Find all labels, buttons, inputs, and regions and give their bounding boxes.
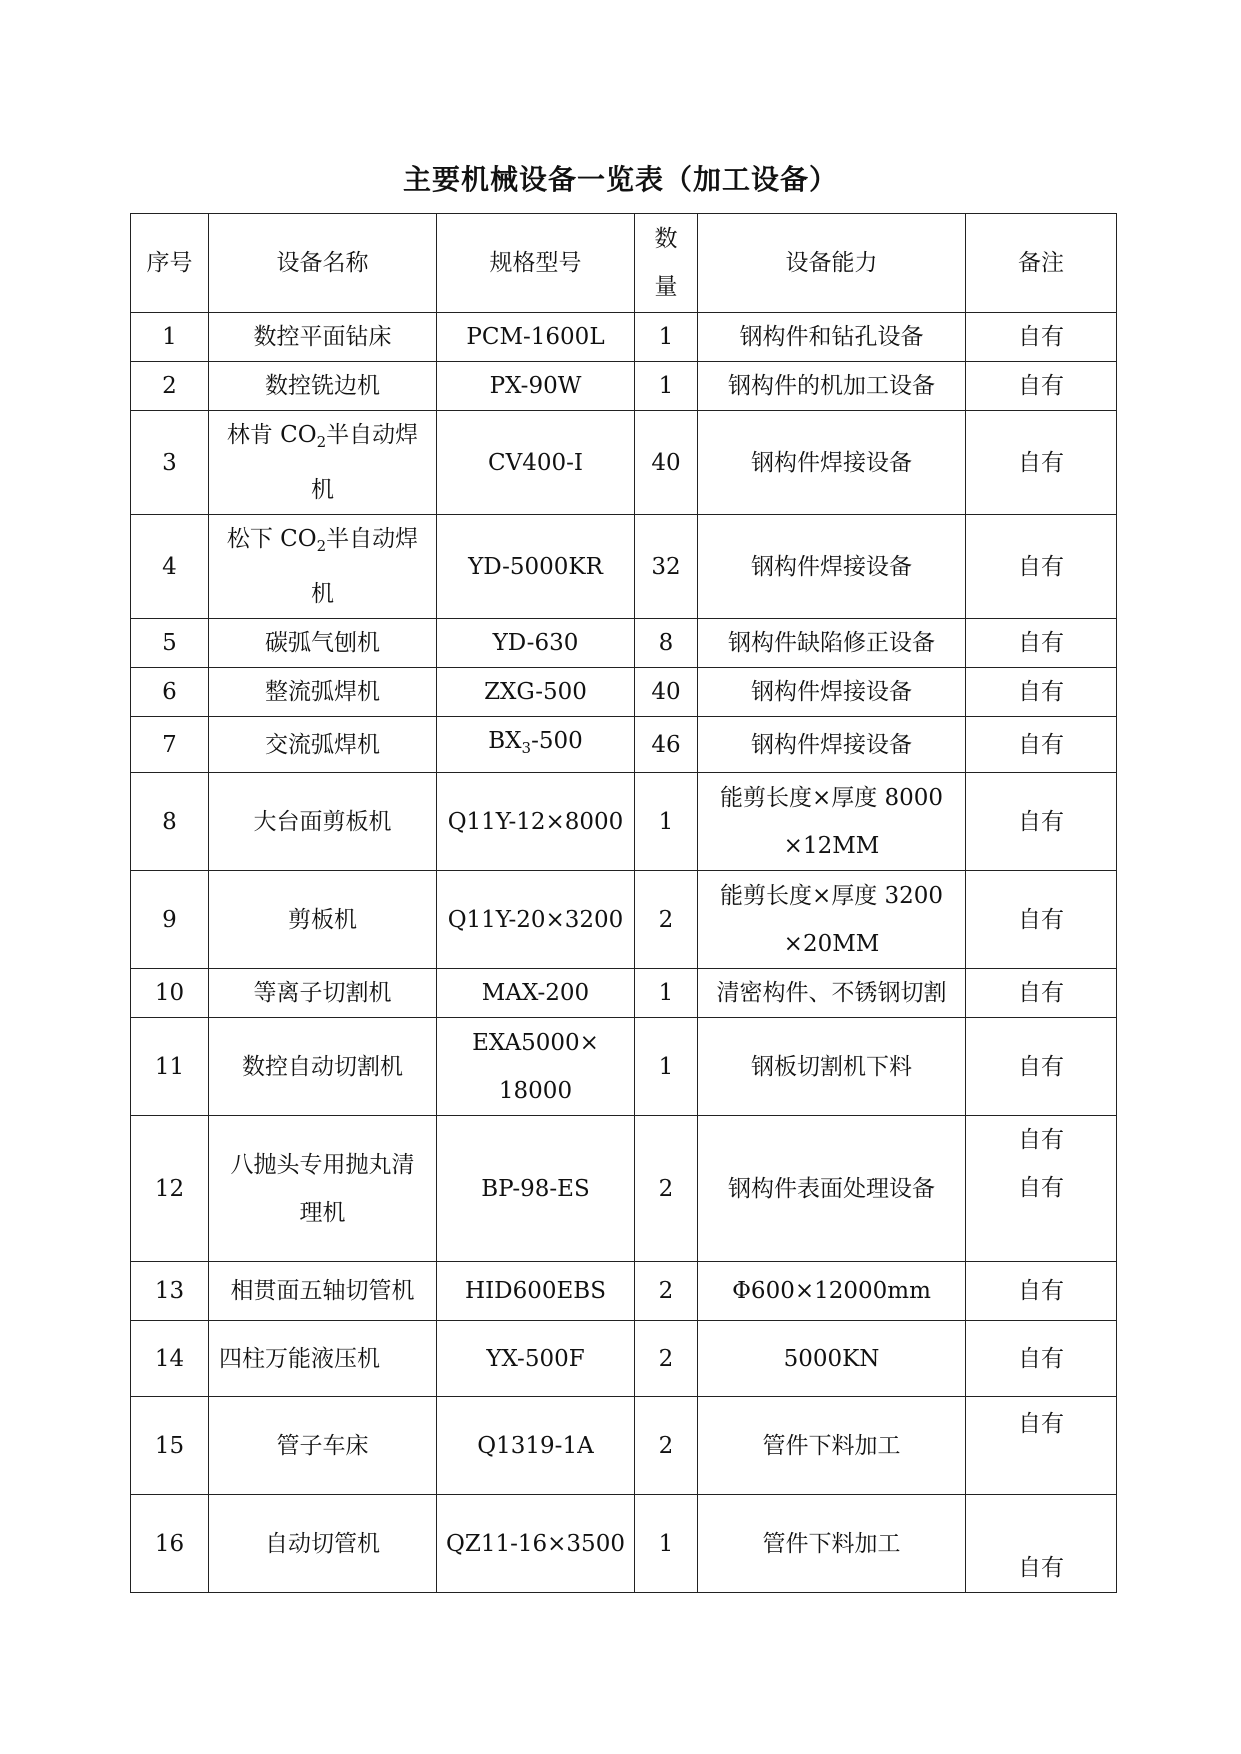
cell-model: Q11Y-12×8000 [437,773,635,871]
header-qty [635,214,698,313]
cell-remark: 自有 [966,411,1117,515]
table-row [131,1116,1117,1262]
cell-name: 碳弧气刨机 [209,619,437,668]
cell-capability: 钢构件的机加工设备 [698,362,966,411]
cell-capability: 管件下料加工 [698,1495,966,1593]
cell-qty: 46 [635,717,698,773]
cell-qty: 8 [635,619,698,668]
cell-index: 16 [131,1495,209,1593]
header-qty-line1: 数 [654,226,678,252]
cell-model-sub: 3 [521,739,532,757]
cell-qty: 2 [635,1321,698,1397]
cell-capability: 钢构件焊接设备 [698,515,966,619]
cell-capability: 钢构件焊接设备 [698,717,966,773]
table-row [131,871,1117,969]
cell-name: 数控铣边机 [209,362,437,411]
cell-remark [966,1495,1117,1593]
cell-model: YX-500F [437,1321,635,1397]
cell-index: 15 [131,1397,209,1495]
cell-capability: 清密构件、不锈钢切割 [698,969,966,1018]
cell-name-sub: 2 [316,537,327,555]
cell-qty: 2 [635,1397,698,1495]
cell-qty: 40 [635,668,698,717]
cell-name-line2: 理机 [299,1199,346,1226]
cell-qty: 1 [635,969,698,1018]
cell-model-line2: 18000 [498,1077,573,1104]
cell-name-line2: 机 [311,477,334,503]
cell-qty: 1 [635,773,698,871]
cell-model: CV400-I [437,411,635,515]
table-row [131,411,1117,515]
cell-index: 8 [131,773,209,871]
table-row [131,515,1117,619]
cell-name: 自动切管机 [209,1495,437,1593]
cell-name: 交流弧焊机 [209,717,437,773]
header-capability: 设备能力 [698,214,966,313]
cell-model-post: -500 [531,728,583,754]
cell-capability: Φ600×12000mm [698,1262,966,1321]
cell-model: Q11Y-20×3200 [437,871,635,969]
cell-remark-text: 自有 [1018,1410,1064,1437]
equipment-table [130,213,1117,1593]
table-row [131,362,1117,411]
cell-qty: 1 [635,313,698,362]
cell-qty: 32 [635,515,698,619]
cell-remark: 自有 [966,1262,1117,1321]
cell-model-line1: EXA5000× [472,1029,599,1056]
cell-name: 数控平面钻床 [209,313,437,362]
cell-name [209,411,437,515]
cell-model [437,717,635,773]
cell-model: PCM-1600L [437,313,635,362]
cell-qty: 1 [635,1495,698,1593]
cell-model: QZ11-16×3500 [437,1495,635,1593]
cell-index: 11 [131,1018,209,1116]
cell-name: 管子车床 [209,1397,437,1495]
cell-index: 14 [131,1321,209,1397]
table-row [131,619,1117,668]
cell-name: 剪板机 [209,871,437,969]
cell-capability: 5000KN [698,1321,966,1397]
cell-capability: 钢构件焊接设备 [698,668,966,717]
cell-name: 整流弧焊机 [209,668,437,717]
cell-remark: 自有 [966,668,1117,717]
cell-qty: 1 [635,1018,698,1116]
cell-remark-line1: 自有 [1018,1127,1064,1153]
cell-remark-line2: 自有 [1018,1175,1064,1201]
cell-model: Q1319-1A [437,1397,635,1495]
cell-name: 四柱万能液压机 [209,1321,437,1397]
table-row [131,717,1117,773]
cell-capability: 钢构件焊接设备 [698,411,966,515]
cell-name-sub: 2 [316,433,327,451]
cell-index: 10 [131,969,209,1018]
cell-remark: 自有 [966,619,1117,668]
table-row [131,668,1117,717]
cell-remark [966,1116,1117,1262]
cell-name: 相贯面五轴切管机 [209,1262,437,1321]
cell-capability [698,773,966,871]
cell-qty: 1 [635,362,698,411]
table-row [131,1018,1117,1116]
cell-remark: 自有 [966,717,1117,773]
cell-model: MAX-200 [437,969,635,1018]
cell-remark [966,1397,1117,1495]
cell-capability: 钢板切割机下料 [698,1018,966,1116]
cell-index: 6 [131,668,209,717]
cell-index: 12 [131,1116,209,1262]
cell-model: HID600EBS [437,1262,635,1321]
cell-name-line2: 机 [311,581,334,607]
cell-name-post: 半自动焊 [326,422,419,448]
cell-index: 2 [131,362,209,411]
cell-name-pre: 林肯 CO [226,422,317,448]
cell-index: 7 [131,717,209,773]
cell-name [209,515,437,619]
cell-qty: 40 [635,411,698,515]
cell-name-line1: 八抛头专用抛丸清 [230,1151,415,1178]
cell-model: ZXG-500 [437,668,635,717]
page-title: 主要机械设备一览表（加工设备） [402,163,838,196]
cell-qty: 2 [635,1262,698,1321]
cell-model: YD-5000KR [437,515,635,619]
cell-capability [698,871,966,969]
cell-capability: 钢构件表面处理设备 [698,1116,966,1262]
table-row [131,1262,1117,1321]
cell-capability-line1: 能剪长度×厚度 8000 [719,784,944,811]
cell-index: 4 [131,515,209,619]
header-name: 设备名称 [209,214,437,313]
header-model: 规格型号 [437,214,635,313]
cell-remark: 自有 [966,313,1117,362]
cell-remark: 自有 [966,969,1117,1018]
cell-index: 1 [131,313,209,362]
cell-remark: 自有 [966,871,1117,969]
header-qty-line2: 量 [654,274,678,300]
cell-name-post: 半自动焊 [326,526,419,552]
cell-capability-line1: 能剪长度×厚度 3200 [719,882,944,909]
cell-remark: 自有 [966,1321,1117,1397]
cell-remark: 自有 [966,515,1117,619]
cell-name [209,1116,437,1262]
cell-index: 5 [131,619,209,668]
cell-remark: 自有 [966,362,1117,411]
table-row [131,773,1117,871]
cell-index: 3 [131,411,209,515]
cell-capability: 钢构件和钻孔设备 [698,313,966,362]
cell-remark: 自有 [966,773,1117,871]
cell-model: YD-630 [437,619,635,668]
cell-model: PX-90W [437,362,635,411]
cell-model [437,1018,635,1116]
cell-name: 等离子切割机 [209,969,437,1018]
cell-capability: 钢构件缺陷修正设备 [698,619,966,668]
cell-qty: 2 [635,871,698,969]
cell-capability-line2: ×12MM [783,832,880,859]
cell-model: BP-98-ES [437,1116,635,1262]
table-row [131,1397,1117,1495]
cell-capability: 管件下料加工 [698,1397,966,1495]
cell-name-pre: 松下 CO [226,526,317,552]
header-row [131,214,1117,313]
header-remark: 备注 [966,214,1117,313]
cell-name: 数控自动切割机 [209,1018,437,1116]
table-row [131,1321,1117,1397]
cell-model-pre: BX [488,728,522,754]
cell-index: 9 [131,871,209,969]
cell-remark: 自有 [966,1018,1117,1116]
header-index: 序号 [131,214,209,313]
table-row [131,1495,1117,1593]
cell-index: 13 [131,1262,209,1321]
cell-qty: 2 [635,1116,698,1262]
table-row [131,313,1117,362]
cell-capability-line2: ×20MM [783,930,880,957]
cell-remark-text: 自有 [1018,1554,1064,1581]
table-row [131,969,1117,1018]
cell-name: 大台面剪板机 [209,773,437,871]
